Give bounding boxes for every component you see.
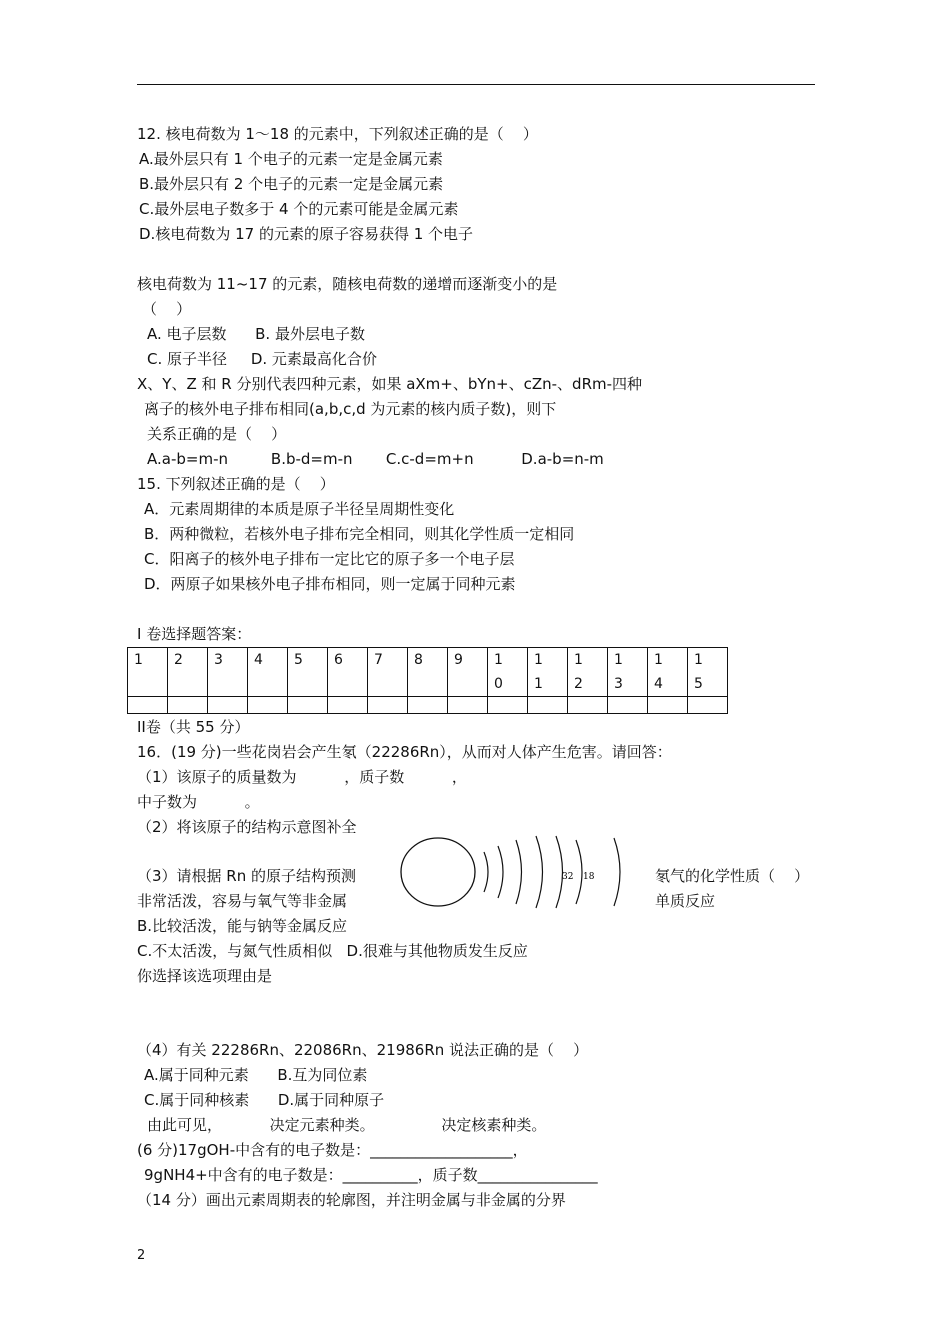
answer-number-cell — [248, 648, 288, 697]
nucleus-circle — [401, 838, 475, 906]
option-16-3b: B.比较活泼，能与钠等金属反应 — [137, 917, 348, 935]
answer-blank-cell[interactable] — [408, 697, 448, 714]
question-16-4: （4）有关 22286Rn、22086Rn、21986Rn 说法正确的是（ ） — [137, 1041, 589, 1059]
answer-number-cell — [488, 648, 528, 697]
answer-number-row — [128, 648, 728, 697]
question-14-line2: 离子的核外电子排布相同(a,b,c,d 为元素的核内质子数)，则下 — [144, 400, 557, 418]
answer-number-cell — [128, 648, 168, 697]
answer-number-cell — [368, 648, 408, 697]
header-rule — [137, 84, 815, 85]
options-13ab: A. 电子层数 B. 最外层电子数 — [147, 325, 365, 343]
answer-blank-cell[interactable] — [168, 697, 208, 714]
answer-number-cell — [328, 648, 368, 697]
option-16-3a: 非常活泼，容易与氧气等非金属 — [137, 892, 348, 910]
question-16-4-conclusion: 由此可见， 决定元素种类。 决定核素种类。 — [147, 1116, 547, 1134]
answer-number-digit: 5 — [694, 676, 703, 692]
question-16-3: （3）请根据 Rn 的原子结构预测 — [137, 867, 357, 885]
answer-number-digit: 2 — [174, 652, 183, 668]
answer-number-cell — [608, 648, 648, 697]
answer-number-digit: 1 — [694, 652, 703, 668]
options-14: A.a-b=m-n B.b-d=m-n C.c-d=m+n D.a-b=n-m — [147, 450, 604, 468]
shell-label-18: 18 — [583, 872, 595, 882]
option-16-3a-right: 单质反应 — [655, 892, 716, 910]
answer-blank-row — [128, 697, 728, 714]
answer-number-cell — [208, 648, 248, 697]
option-15d: D．两原子如果核外电子排布相同，则一定属于同种元素 — [144, 575, 516, 593]
question-14-line3: 关系正确的是（ ） — [147, 425, 287, 443]
question-17: (6 分)17gOH-中含有的电子数是：___________________， — [137, 1141, 528, 1159]
answer-table — [127, 647, 728, 714]
answer-number-digit: 1 — [534, 652, 543, 668]
question-13: 核电荷数为 11~17 的元素，随核电荷数的递增而逐渐变小的是 — [137, 275, 558, 293]
answer-blank-cell[interactable] — [368, 697, 408, 714]
answer-number-cell — [528, 648, 568, 697]
answers-title: Ⅰ 卷选择题答案： — [137, 625, 252, 643]
answer-number-digit: 1 — [654, 652, 663, 668]
question-14: X、Y、Z 和 R 分别代表四种元素，如果 aXm+、bYn+、cZn-、dRm-四种 — [137, 375, 643, 393]
shell-arc-7 — [614, 838, 620, 906]
options-16-3cd: C.不太活泼，与氮气性质相似 D.很难与其他物质发生反应 — [137, 942, 528, 960]
atom-structure-diagram — [398, 832, 638, 912]
answer-blank-cell[interactable] — [288, 697, 328, 714]
question-13-paren: （ ） — [142, 300, 192, 318]
question-12: 12. 核电荷数为 1～18 的元素中，下列叙述正确的是（ ） — [137, 125, 538, 143]
answer-number-digit: 3 — [614, 676, 623, 692]
answer-number-cell — [448, 648, 488, 697]
option-15a: A．元素周期律的本质是原子半径呈周期性变化 — [144, 500, 455, 518]
answer-number-digit: 2 — [574, 676, 583, 692]
answer-blank-cell[interactable] — [648, 697, 688, 714]
answer-number-digit: 0 — [494, 676, 503, 692]
options-13cd: C. 原子半径 D. 元素最高化合价 — [147, 350, 377, 368]
option-15c: C．阳离子的核外电子排布一定比它的原子多一个电子层 — [144, 550, 515, 568]
option-12b: B.最外层只有 2 个电子的元素一定是金属元素 — [139, 175, 444, 193]
answer-number-digit: 1 — [614, 652, 623, 668]
answer-blank-cell[interactable] — [688, 697, 728, 714]
answer-blank-cell[interactable] — [608, 697, 648, 714]
option-12a: A.最外层只有 1 个电子的元素一定是金属元素 — [139, 150, 443, 168]
question-16: 16．(19 分)一些花岗岩会产生氡（22286Rn），从而对人体产生危害。请回答： — [137, 743, 672, 761]
question-17b: 9gNH4+中含有的电子数是：__________，质子数________________ — [144, 1166, 598, 1184]
answer-number-digit: 6 — [334, 652, 343, 668]
shell-arc-1 — [484, 852, 488, 892]
shell-arc-2 — [498, 846, 503, 898]
option-15b: B．两种微粒，若核外电子排布完全相同，则其化学性质一定相同 — [144, 525, 575, 543]
answer-blank-cell[interactable] — [128, 697, 168, 714]
answer-number-digit: 1 — [134, 652, 143, 668]
question-16-1: （1）该原子的质量数为 ，质子数 ， — [137, 768, 467, 786]
answer-number-digit: 4 — [254, 652, 263, 668]
page-number: 2 — [137, 1248, 146, 1263]
shell-arc-3 — [516, 840, 522, 904]
question-15: 15. 下列叙述正确的是（ ） — [137, 475, 335, 493]
question-18: （14 分）画出元素周期表的轮廓图，并注明金属与非金属的分界 — [137, 1191, 566, 1209]
answer-number-digit: 3 — [214, 652, 223, 668]
answer-blank-cell[interactable] — [488, 697, 528, 714]
answer-blank-cell[interactable] — [328, 697, 368, 714]
question-16-2: （2）将该原子的结构示意图补全 — [137, 818, 357, 836]
part-2-title: II卷（共 55 分） — [137, 718, 250, 736]
answer-number-cell — [568, 648, 608, 697]
answer-number-digit: 7 — [374, 652, 383, 668]
answer-number-digit: 5 — [294, 652, 303, 668]
answer-number-cell — [648, 648, 688, 697]
answer-number-digit: 8 — [414, 652, 423, 668]
option-12c: C.最外层电子数多于 4 个的元素可能是金属元素 — [139, 200, 459, 218]
options-16-4cd: C.属于同种核素 D.属于同种原子 — [144, 1091, 385, 1109]
answer-number-digit: 1 — [574, 652, 583, 668]
question-16-3-reason: 你选择该选项理由是 — [137, 967, 273, 985]
answer-blank-cell[interactable] — [248, 697, 288, 714]
question-16-3-right: 氡气的化学性质（ ） — [655, 867, 810, 885]
answer-number-digit: 1 — [494, 652, 503, 668]
answer-blank-cell[interactable] — [528, 697, 568, 714]
answer-number-digit: 4 — [654, 676, 663, 692]
answer-number-cell — [688, 648, 728, 697]
answer-number-cell — [408, 648, 448, 697]
shell-arc-6 — [576, 840, 582, 904]
options-16-4ab: A.属于同种元素 B.互为同位素 — [144, 1066, 368, 1084]
answer-blank-cell[interactable] — [208, 697, 248, 714]
answer-number-cell — [168, 648, 208, 697]
answer-number-cell — [288, 648, 328, 697]
answer-blank-cell[interactable] — [448, 697, 488, 714]
answer-number-digit: 9 — [454, 652, 463, 668]
question-16-1b: 中子数为 。 — [137, 793, 260, 811]
answer-number-digit: 1 — [534, 676, 543, 692]
option-12d: D.核电荷数为 17 的元素的原子容易获得 1 个电子 — [139, 225, 474, 243]
answer-blank-cell[interactable] — [568, 697, 608, 714]
shell-label-32: 32 — [562, 872, 574, 882]
shell-arc-4 — [536, 836, 543, 908]
